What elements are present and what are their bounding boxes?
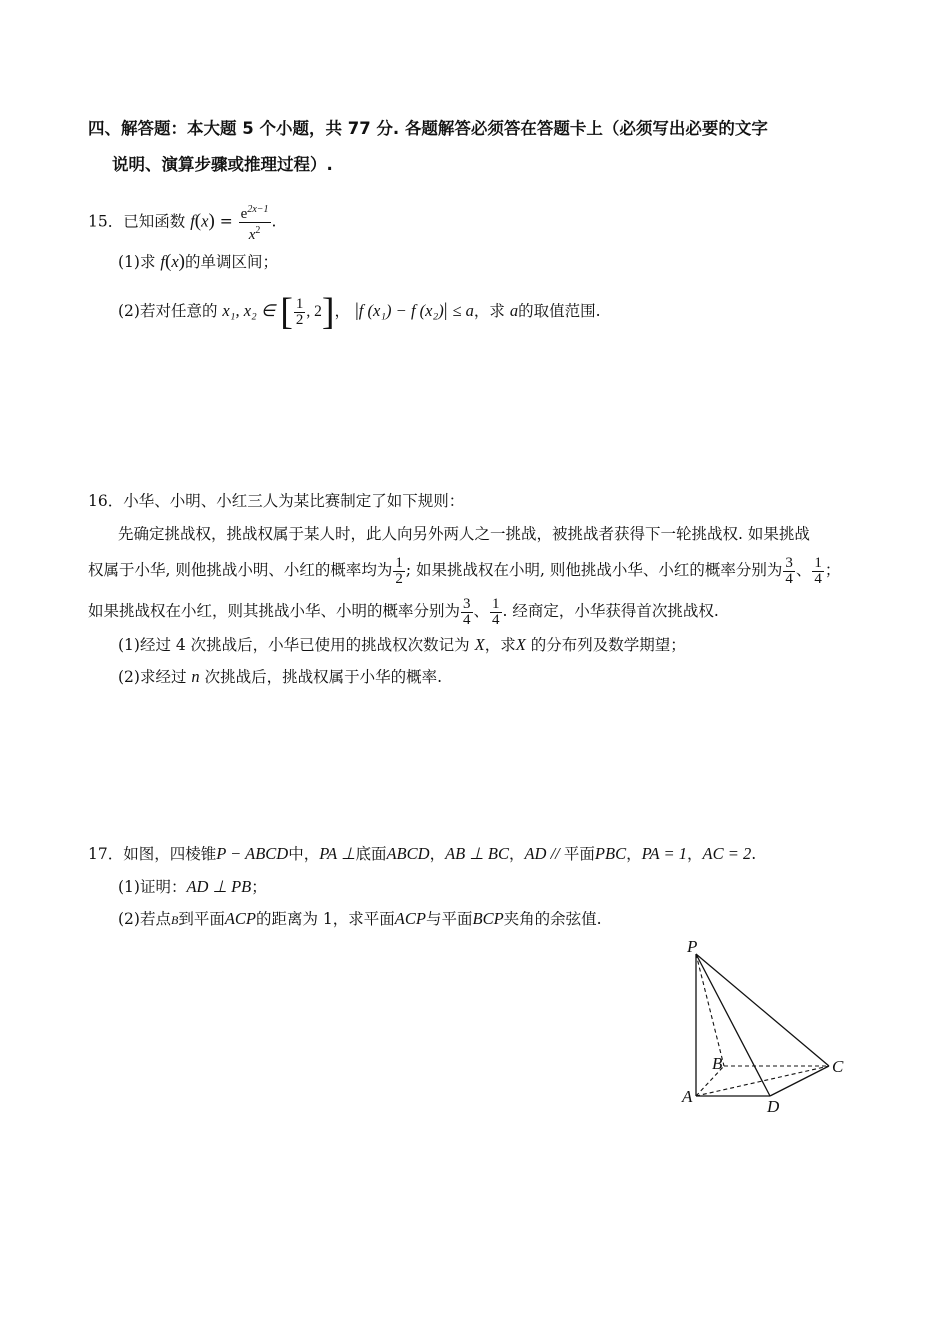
q15-func-f: f [190,211,195,231]
q16-p1-a: (1)经过 4 次挑战后，小华已使用的挑战权次数记为 [118,636,470,654]
q16-p1-c: 的分布列及数学期望； [530,636,686,654]
q15-numerator-exp: 2x−1 [247,204,269,215]
q17-cond1-b: 底面 [355,845,387,863]
q17-cond3: AD // [524,844,564,863]
q15-part2: (2)若对任意的 x₁, x₂ ∈ [ $\frac{1}{2}$ , 2]， |f (x₁) − f (x₂)| ≤ a，求 a的取值范围. [118,291,601,333]
q17-pyramid: P − ABCD [216,844,289,863]
q15-number: 15． [88,212,124,231]
q15-p2-comma: ， [334,302,351,320]
q16-number: 16． [88,492,124,510]
q16-rule-line3 [88,593,719,629]
q17-stem-b: 中， [288,845,320,863]
q17-p2-ACP: ACP [224,909,256,928]
edge-PC [696,954,829,1066]
q15-p1-suffix: 的单调区间； [184,253,278,271]
q15-p1-x: x [171,252,179,271]
q16-half-den: 2 [395,570,403,587]
q16-half-num: 1 [395,554,403,571]
q17-p2-a: (2)若点 [118,910,171,928]
q15-p2-tail: 的取值范围. [518,302,601,320]
q15-p2-prefix: (2)若对任意的 [118,302,218,320]
q16-stem-text: 小华、小明、小红三人为某比赛制定了如下规则： [123,492,465,510]
q15-p2-leq: ≤ a [452,301,474,320]
q16-p2-a: (2)求经过 [118,668,187,686]
q16-p2-n: n [191,667,200,686]
q17-sep3: ， [626,845,642,863]
q17-p2-d: 与平面 [425,910,473,928]
q16-stem [88,490,464,512]
q16-threeq-den: 4 [785,570,793,587]
q16-l2-c: 、 [795,561,812,579]
q17-p2-B: B [170,913,179,927]
q15-stem-prefix: 已知函数 [123,212,186,231]
q16-quarter2-num: 1 [492,595,500,612]
q15-p2-half-num: 1 [295,295,304,312]
q17-number: 17． [88,845,124,863]
q16-half [393,556,405,587]
edge-DC [770,1066,829,1096]
q15-p1-prefix: (1)求 [118,253,156,271]
q17-cond1-c: ABCD [386,844,430,863]
q17-p2-b: 到平面 [178,910,225,928]
q16-threeq2-num: 3 [463,595,471,612]
q17-sep4: ， [686,845,703,863]
q15-denominator-exp: 2 [255,225,261,236]
q16-part2 [118,666,442,688]
q17-cond4: PA = 1 [641,844,687,863]
q16-l2-a: 权属于小华, 则他挑战小明、小红的概率均为 [88,561,393,579]
q15-p2-suffix: ，求 [473,302,505,320]
q16-p2-b: 次挑战后，挑战权属于小华的概率. [204,668,443,686]
q15-func-x: x [201,211,209,231]
q16-quarter-den: 4 [814,570,822,587]
label-P: P [687,937,698,956]
q15-p2-half [294,297,306,328]
label-D: D [767,1097,780,1116]
q17-p1-a: (1)证明： [118,878,187,896]
q17-cond1: PA ⊥ [319,844,356,863]
q17-sep1: ， [429,845,446,863]
q17-p2-BCP: BCP [472,909,504,928]
q16-quarter [812,556,824,587]
q16-three-quarters [783,556,795,587]
q17-p2-e: 夹角的余弦值. [503,910,602,928]
q17-cond3-b: 平面 [563,845,595,863]
q16-l3-c: . 经商定，小华获得首次挑战权. [502,602,719,620]
q16-p1-X: X [474,635,485,654]
q17-cond5: AC = 2 [702,844,752,863]
q17-p1-b: AD ⊥ PB [186,877,252,896]
q15-p2-abs: f (x₁) − f (x₂) [358,301,444,320]
label-C: C [832,1057,844,1076]
q15-stem: 15．已知函数 f(x) = $\frac{e^{2x-1}}{x^2}$ . [88,204,277,243]
q15-eq: = [219,212,233,231]
q17-stem [88,843,756,865]
q17-stem-a: 如图，四棱锥 [123,845,217,863]
q15-p2-vars: x₁, x₂ ∈ [222,301,276,320]
q15-stem-end: . [271,212,277,231]
q16-l2-b: ; 如果挑战权在小明, 则他挑战小华、小红的概率分别为 [405,561,783,579]
q16-quarter-2 [490,597,502,628]
section-heading-line1: 四、解答题：本大题 5 个小题，共 77 分. 各题解答必须答在答题卡上（必须写出必要的文字 [88,119,768,138]
q17-end: . [751,845,757,863]
pyramid-figure [672,930,862,1120]
q15-part1: (1)求 f(x)的单调区间； [118,251,278,272]
q16-l3-b: 、 [473,602,490,620]
q15-numerator-e: e [240,206,248,222]
q17-sep2: ， [508,845,525,863]
q16-rule-line2 [88,552,840,588]
q17-p2-ACP2: ACP [394,909,426,928]
q17-part1 [118,876,267,898]
q17-p1-c: ； [251,878,267,896]
q15-denominator-x: x [248,227,256,243]
edge-PB [696,954,724,1066]
q17-cond2: AB ⊥ BC [445,844,509,863]
q16-p1-b: ，求 [484,636,516,654]
q15-fraction [239,202,271,243]
q17-cond3-c: PBC [594,844,627,863]
label-A: A [682,1087,693,1106]
q15-p1-f: f [160,252,165,271]
q15-p2-half-den: 2 [295,311,304,328]
q16-rule-line1: 先确定挑战权，挑战权属于某人时，此人向另外两人之一挑战，被挑战者获得下一轮挑战权. 如果挑战 [118,525,810,543]
section-heading-line2: 说明、演算步骤或推理过程）. [112,155,333,174]
q17-part2 [118,908,602,931]
q16-three-quarters-2 [461,597,473,628]
q16-quarter-num: 1 [814,554,822,571]
q16-quarter2-den: 4 [492,611,500,628]
label-B: B [712,1054,723,1073]
edge-PD [696,954,770,1096]
q16-l3-a: 如果挑战权在小红，则其挑战小华、小明的概率分别为 [88,602,461,620]
q16-threeq2-den: 4 [463,611,471,628]
q17-p2-c: 的距离为 1，求平面 [256,910,395,928]
q16-part1 [118,634,686,656]
q16-p1-X2: X [515,635,526,654]
q16-threeq-num: 3 [785,554,793,571]
q15-p2-a: a [509,301,519,320]
q16-l2-d: ； [824,561,841,579]
q15-p2-interval-end: , 2 [306,303,322,320]
